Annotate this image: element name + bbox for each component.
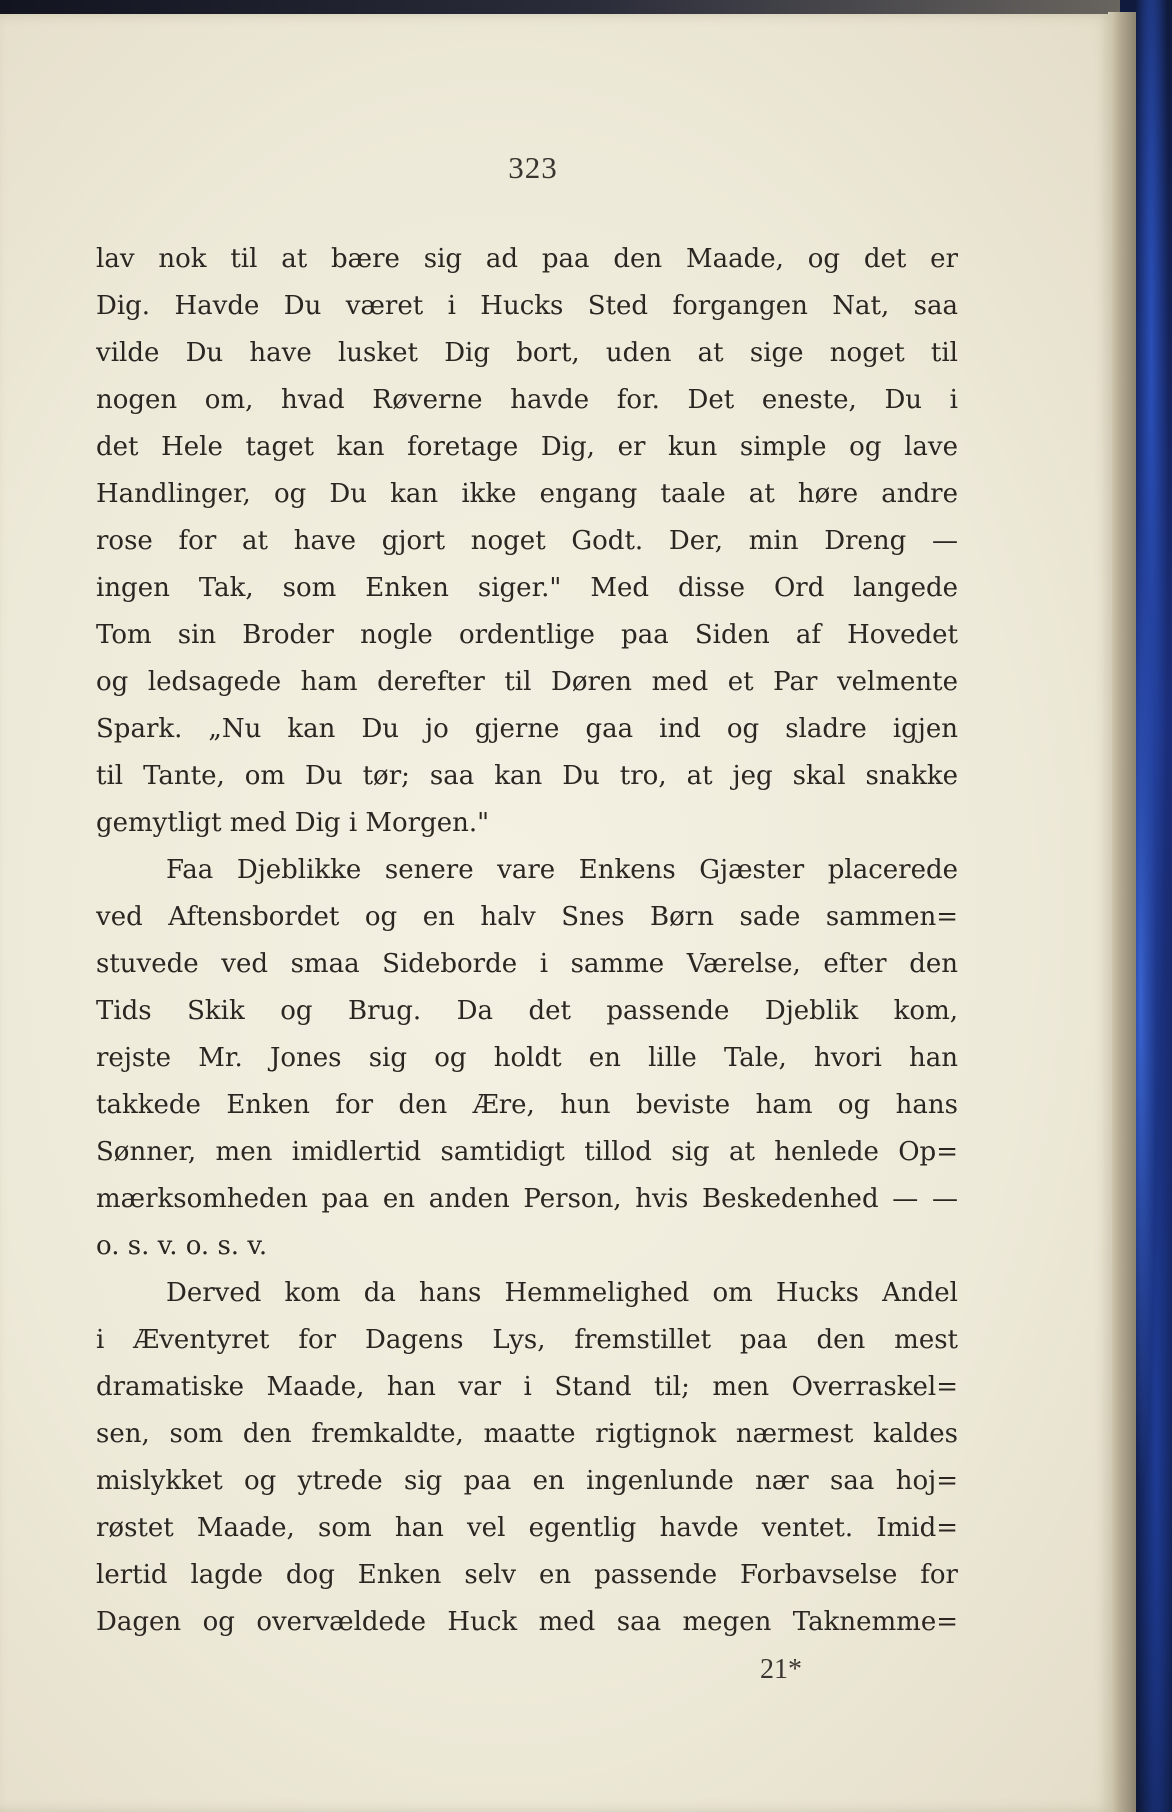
text-line: Handlinger, og Du kan ikke engang taale at høre andre [96,479,958,509]
body-text [96,236,958,1646]
text-line: til Tante, om Du tør; saa kan Du tro, at jeg skal snakke [96,761,958,791]
text-line: ingen Tak, som Enken siger." Med disse Ord langede [96,573,958,603]
text-line: Dig. Havde Du været i Hucks Sted forgangen Nat, saa [96,291,958,321]
text-line: Spark. „Nu kan Du jo gjerne gaa ind og sladre igjen [96,714,958,744]
text-line: mærksomheden paa en anden Person, hvis Beskedenhed — — [96,1184,958,1214]
text-line: Sønner, men imidlertid samtidigt tillod sig at henlede Op= [96,1137,958,1167]
text-line: røstet Maade, som han vel egentlig havde ventet. Imid= [96,1513,958,1543]
text-line: takkede Enken for den Ære, hun beviste ham og hans [96,1090,958,1120]
text-line: ved Aftensbordet og en halv Snes Børn sade sammen= [96,902,958,932]
text-line: dramatiske Maade, han var i Stand til; men Overraskel= [96,1372,958,1402]
text-line: og ledsagede ham derefter til Døren med et Par velmente [96,667,958,697]
text-line: stuvede ved smaa Sideborde i samme Værelse, efter den [96,949,958,979]
text-line: sen, som den fremkaldte, maatte rigtignok nærmest kaldes [96,1419,958,1449]
text-line: rose for at have gjort noget Godt. Der, min Dreng — [96,526,958,556]
text-line: rejste Mr. Jones sig og holdt en lille Tale, hvori han [96,1043,958,1073]
text-line: i Æventyret for Dagens Lys, fremstillet paa den mest [96,1325,958,1355]
book-page [0,14,1112,1812]
page-stack-edge [1108,12,1136,1812]
text-line: gemytligt med Dig i Morgen." [96,808,490,838]
text-line: o. s. v. o. s. v. [96,1231,268,1261]
text-line: lav nok til at bære sig ad paa den Maade, og det er [96,244,958,274]
text-line: lertid lagde dog Enken selv en passende Forbavselse for [96,1560,958,1590]
signature-mark: 21* [760,1654,802,1685]
text-line: vilde Du have lusket Dig bort, uden at sige noget til [96,338,958,368]
page-number: 323 [508,150,558,185]
text-line: Dagen og overvældede Huck med saa megen Taknemme= [96,1607,958,1637]
text-line: mislykket og ytrede sig paa en ingenlunde nær saa hoj= [96,1466,958,1496]
text-line: Faa Djeblikke senere vare Enkens Gjæster placerede [166,855,958,885]
text-line: Derved kom da hans Hemmelighed om Hucks Andel [166,1278,958,1308]
text-line: det Hele taget kan foretage Dig, er kun simple og lave [96,432,958,462]
text-line: nogen om, hvad Røverne havde for. Det eneste, Du i [96,385,958,415]
text-line: Tom sin Broder nogle ordentlige paa Siden af Hovedet [96,620,958,650]
text-line: Tids Skik og Brug. Da det passende Djeblik kom, [96,996,958,1026]
